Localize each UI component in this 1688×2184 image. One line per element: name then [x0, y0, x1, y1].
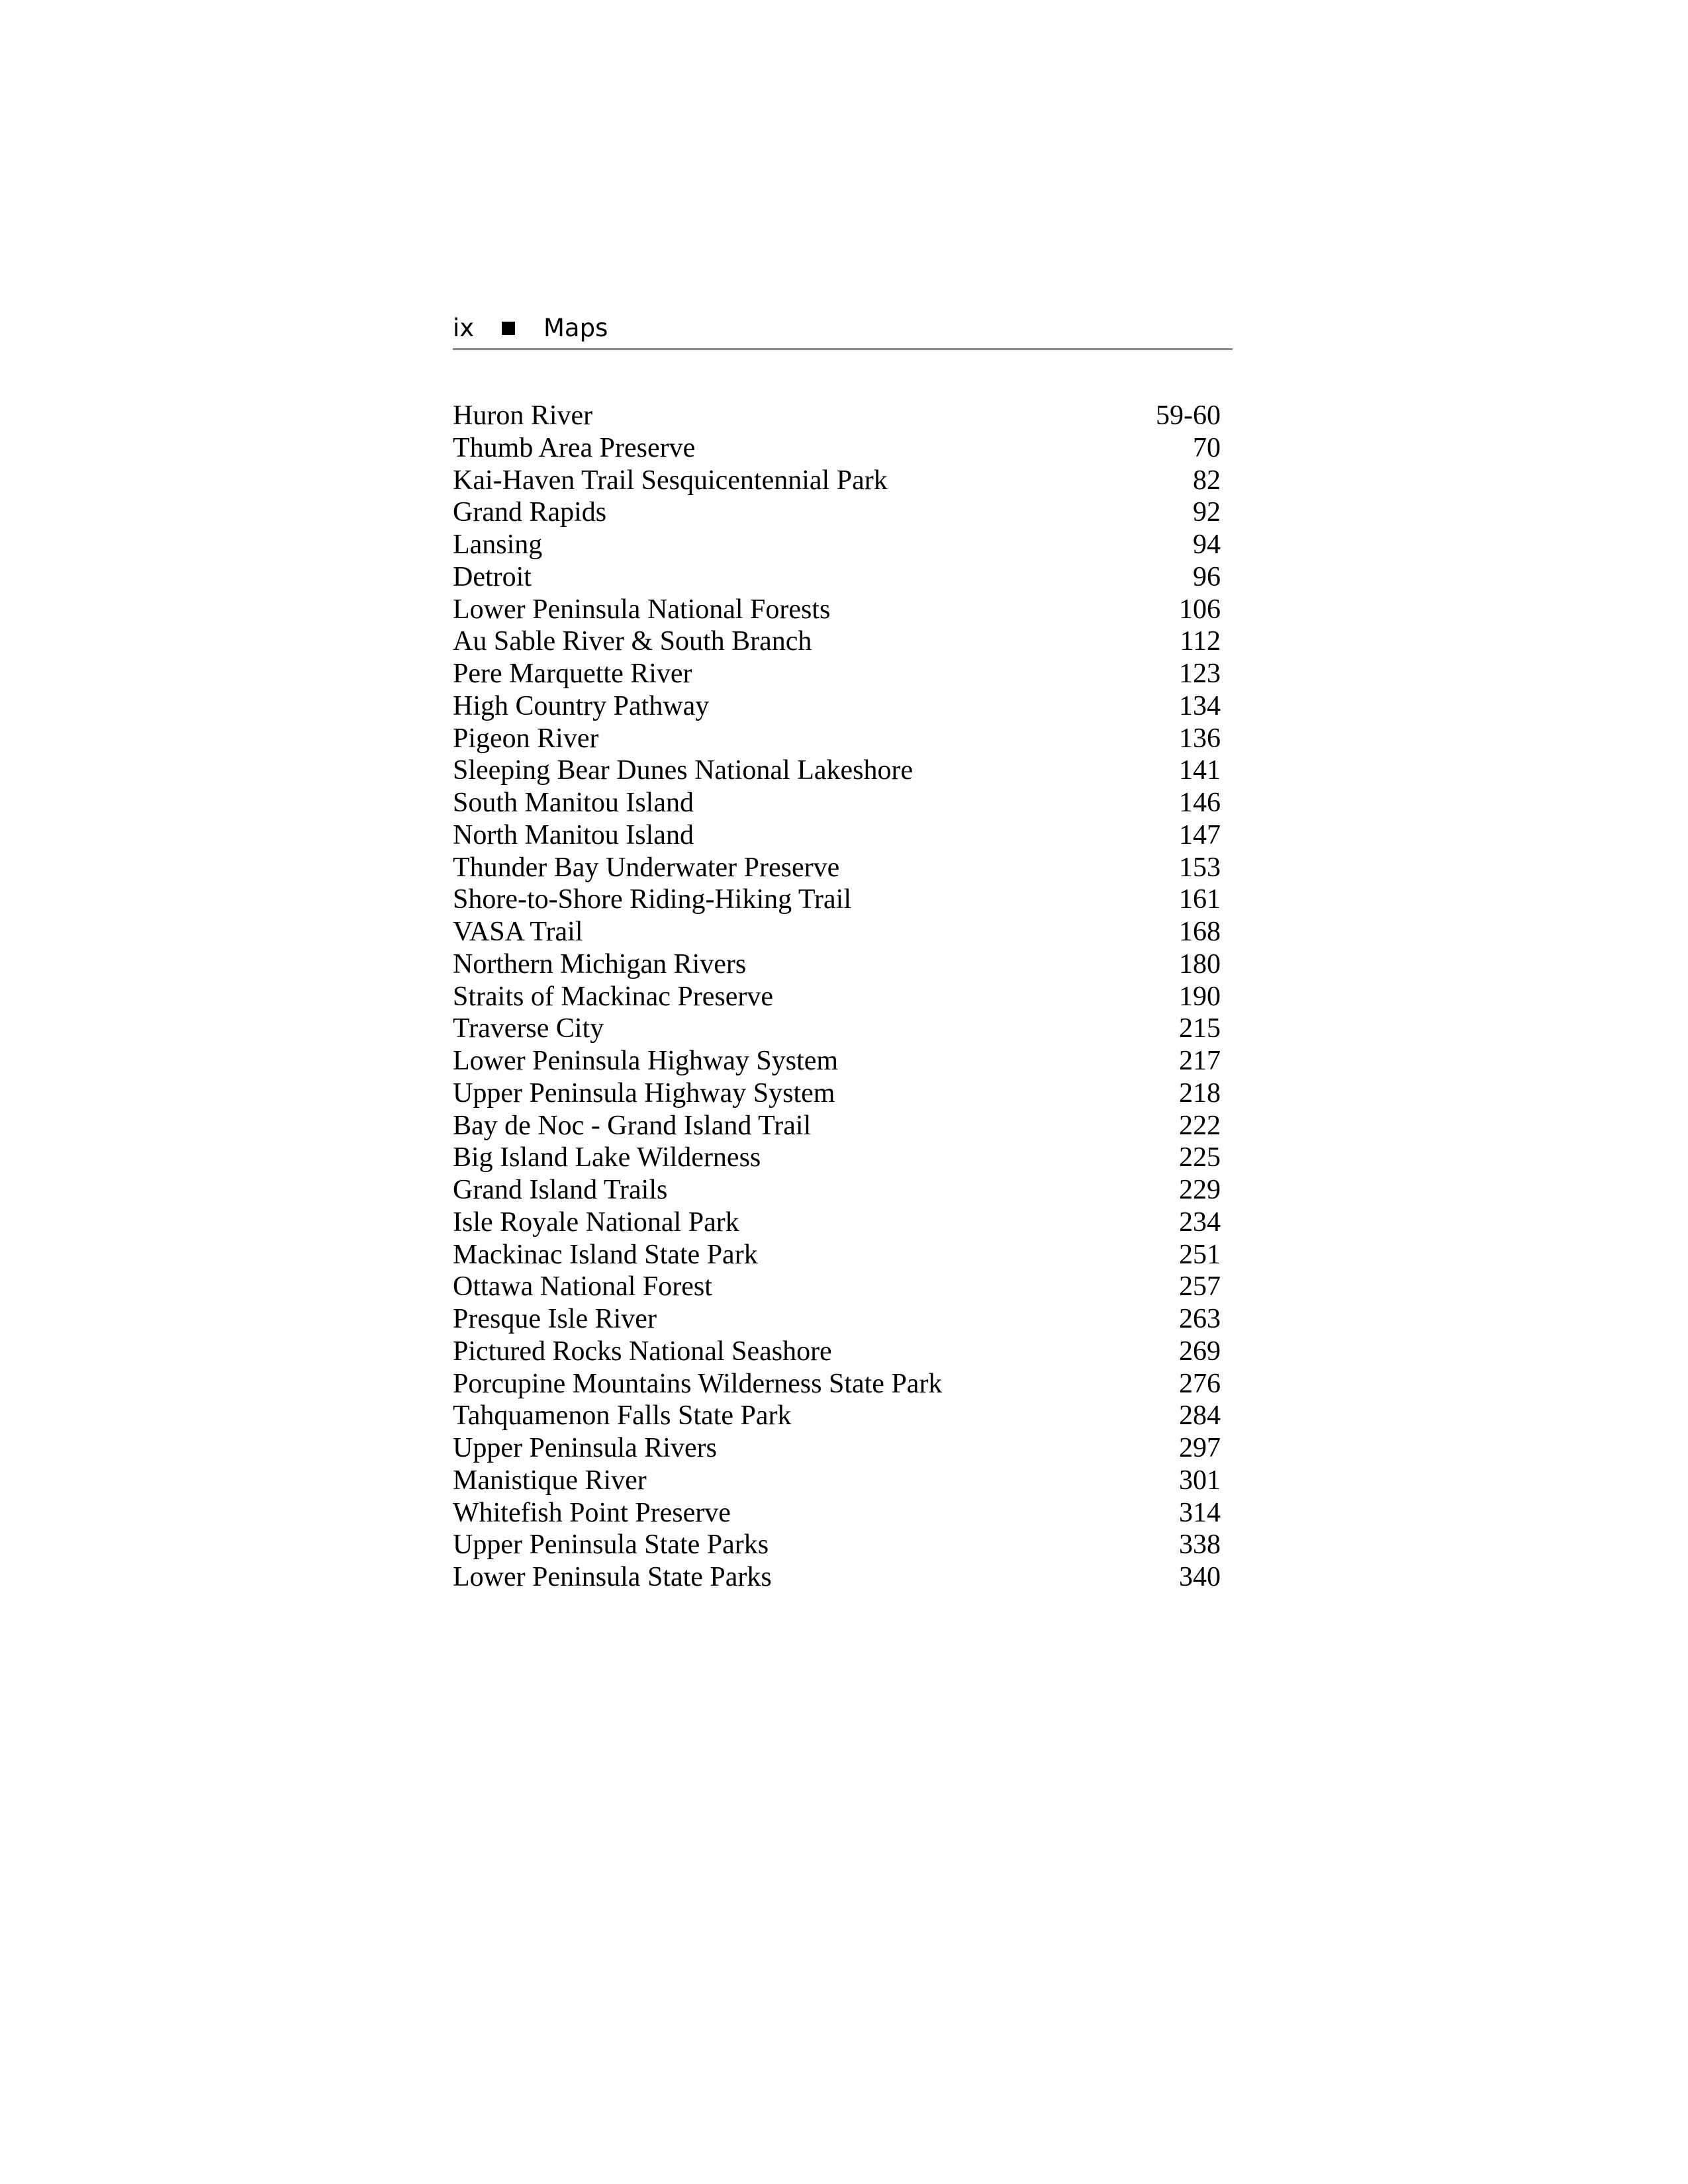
- maps-list: [453, 400, 1221, 1594]
- map-page-number: 314: [1179, 1497, 1221, 1528]
- map-title: Traverse City: [453, 1013, 604, 1044]
- map-entry: [453, 884, 1221, 916]
- map-entry: [453, 625, 1221, 658]
- map-page-number: 338: [1179, 1529, 1221, 1561]
- section-title: Maps: [543, 314, 608, 342]
- map-entry: [453, 819, 1221, 852]
- map-title: Detroit: [453, 561, 532, 592]
- map-title: Sleeping Bear Dunes National Lakeshore: [453, 755, 914, 786]
- map-page-number: 59-60: [1156, 400, 1221, 431]
- map-page-number: 96: [1193, 561, 1221, 592]
- map-entry: [453, 529, 1221, 561]
- map-page-number: 123: [1179, 659, 1221, 689]
- map-entry: [453, 658, 1221, 690]
- map-entry: [453, 1432, 1221, 1465]
- map-title: Lower Peninsula National Forests: [453, 594, 831, 625]
- map-title: Tahquamenon Falls State Park: [453, 1400, 792, 1432]
- map-title: Bay de Noc - Grand Island Trail: [453, 1110, 812, 1141]
- map-entry: [453, 594, 1221, 626]
- running-header: [453, 308, 1233, 350]
- map-title: Northern Michigan Rivers: [453, 948, 747, 979]
- map-entry: [453, 561, 1221, 594]
- map-title: Whitefish Point Preserve: [453, 1497, 731, 1528]
- map-entry: [453, 1045, 1221, 1077]
- map-page-number: 112: [1180, 626, 1221, 657]
- map-title: Huron River: [453, 400, 593, 431]
- map-entry: [453, 1142, 1221, 1174]
- map-page-number: 70: [1193, 432, 1221, 463]
- map-title: Manistique River: [453, 1465, 647, 1496]
- map-page-number: 136: [1179, 723, 1221, 754]
- map-entry: [453, 1013, 1221, 1045]
- map-title: North Manitou Island: [453, 819, 694, 850]
- map-page-number: 147: [1179, 819, 1221, 850]
- map-entry: [453, 723, 1221, 755]
- map-page-number: 229: [1179, 1175, 1221, 1205]
- square-bullet-icon: [502, 322, 515, 335]
- map-title: Thumb Area Preserve: [453, 432, 696, 463]
- map-entry: [453, 1110, 1221, 1142]
- map-page-number: 168: [1179, 917, 1221, 947]
- map-title: Pere Marquette River: [453, 659, 692, 689]
- map-entry: [453, 948, 1221, 981]
- map-page-number: 180: [1179, 948, 1221, 979]
- map-entry: [453, 1206, 1221, 1239]
- map-page-number: 257: [1179, 1271, 1221, 1302]
- map-title: Isle Royale National Park: [453, 1206, 739, 1238]
- map-title: Presque Isle River: [453, 1304, 657, 1334]
- map-entry: [453, 690, 1221, 723]
- map-title: Au Sable River & South Branch: [453, 626, 812, 657]
- map-page-number: 106: [1179, 594, 1221, 625]
- map-entry: [453, 400, 1221, 432]
- map-page-number: 276: [1179, 1368, 1221, 1399]
- map-page-number: 222: [1179, 1110, 1221, 1141]
- map-page-number: 134: [1179, 690, 1221, 721]
- map-page-number: 218: [1179, 1077, 1221, 1109]
- map-page-number: 161: [1179, 884, 1221, 915]
- map-page-number: 263: [1179, 1304, 1221, 1334]
- map-entry: [453, 1465, 1221, 1497]
- map-entry: [453, 1561, 1221, 1594]
- map-page-number: 269: [1179, 1336, 1221, 1367]
- map-title: VASA Trail: [453, 917, 583, 947]
- map-page-number: 146: [1179, 788, 1221, 818]
- map-entry: [453, 496, 1221, 529]
- map-entry: [453, 465, 1221, 497]
- map-entry: [453, 1077, 1221, 1110]
- map-title: Lower Peninsula Highway System: [453, 1046, 839, 1076]
- map-title: Lansing: [453, 529, 543, 560]
- map-page-number: 301: [1179, 1465, 1221, 1496]
- map-entry: [453, 1271, 1221, 1303]
- map-entry: [453, 1529, 1221, 1561]
- map-page-number: 190: [1179, 981, 1221, 1012]
- map-title: Thunder Bay Underwater Preserve: [453, 852, 840, 883]
- map-page-number: 92: [1193, 497, 1221, 528]
- map-title: Lower Peninsula State Parks: [453, 1562, 772, 1592]
- map-page-number: 284: [1179, 1400, 1221, 1432]
- map-page-number: 234: [1179, 1206, 1221, 1238]
- map-entry: [453, 432, 1221, 465]
- map-page-number: 153: [1179, 852, 1221, 883]
- map-title: Grand Island Trails: [453, 1175, 668, 1205]
- map-entry: [453, 1336, 1221, 1368]
- map-title: Kai-Haven Trail Sesquicentennial Park: [453, 465, 888, 496]
- map-page-number: 82: [1193, 465, 1221, 496]
- map-title: Pictured Rocks National Seashore: [453, 1336, 832, 1367]
- map-entry: [453, 916, 1221, 948]
- map-title: South Manitou Island: [453, 788, 694, 818]
- map-entry: [453, 1368, 1221, 1400]
- page-number-roman: ix: [453, 314, 475, 342]
- map-entry: [453, 787, 1221, 819]
- map-title: Big Island Lake Wilderness: [453, 1142, 761, 1173]
- map-title: Upper Peninsula Rivers: [453, 1433, 717, 1463]
- map-title: Upper Peninsula State Parks: [453, 1529, 769, 1561]
- map-title: Grand Rapids: [453, 497, 607, 528]
- map-entry: [453, 754, 1221, 787]
- map-title: Upper Peninsula Highway System: [453, 1077, 835, 1109]
- map-title: Straits of Mackinac Preserve: [453, 981, 774, 1012]
- map-page-number: 340: [1179, 1562, 1221, 1592]
- map-title: High Country Pathway: [453, 690, 710, 721]
- map-page-number: 141: [1179, 755, 1221, 786]
- map-entry: [453, 1497, 1221, 1529]
- map-entry: [453, 1174, 1221, 1206]
- map-title: Ottawa National Forest: [453, 1271, 712, 1302]
- map-entry: [453, 1239, 1221, 1271]
- map-page-number: 225: [1179, 1142, 1221, 1173]
- map-page-number: 251: [1179, 1239, 1221, 1270]
- map-title: Shore-to-Shore Riding-Hiking Trail: [453, 884, 852, 915]
- map-title: Pigeon River: [453, 723, 599, 754]
- map-entry: [453, 852, 1221, 884]
- map-title: Porcupine Mountains Wilderness State Park: [453, 1368, 943, 1399]
- map-title: Mackinac Island State Park: [453, 1239, 758, 1270]
- map-page-number: 297: [1179, 1433, 1221, 1463]
- map-page-number: 217: [1179, 1046, 1221, 1076]
- map-entry: [453, 1400, 1221, 1432]
- map-entry: [453, 981, 1221, 1013]
- map-entry: [453, 1303, 1221, 1336]
- map-page-number: 215: [1179, 1013, 1221, 1044]
- map-page-number: 94: [1193, 529, 1221, 560]
